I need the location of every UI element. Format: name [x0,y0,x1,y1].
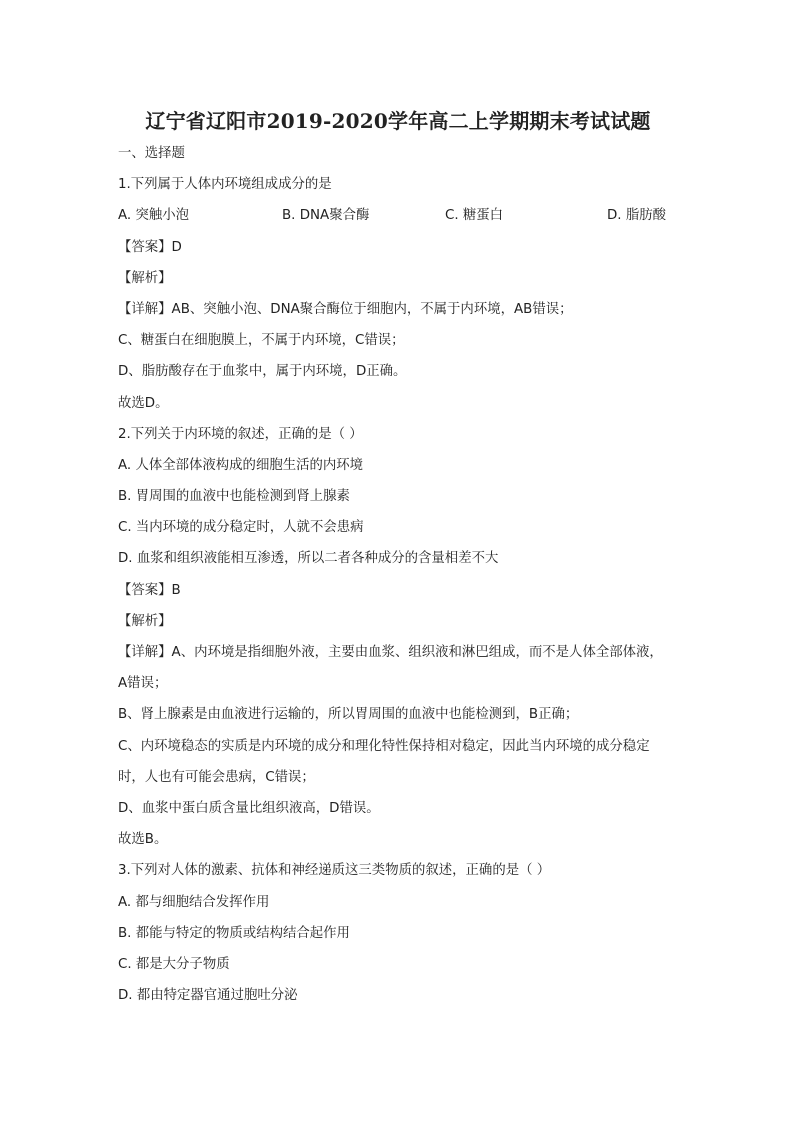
question-2-explanation-line: 【详解】A、内环境是指细胞外液，主要由血浆、组织液和淋巴组成，而不是人体全部体液， [118,645,663,660]
question-2-explanation-line: B、肾上腺素是由血液进行运输的，所以胃周围的血液中也能检测到，B正确； [118,707,579,723]
question-1-explanation-line: D、脂肪酸存在于血浆中，属于内环境，D正确。 [118,364,407,380]
question-1-option-c: C. 糖蛋白 [445,208,504,224]
question-2-option-a: A. 人体全部体液构成的细胞生活的内环境 [118,457,364,473]
document-page [118,100,678,1011]
question-1-options [118,200,678,231]
question-2-option-b: B. 胃周围的血液中也能检测到肾上腺素 [118,489,350,505]
document-title: 辽宁省辽阳市2019-2020学年高二上学期期末考试试题 [145,109,651,133]
question-2-stem: 2.下列关于内环境的叙述，正确的是（ ） [118,426,363,442]
question-1-analysis-label: 【解析】 [118,270,172,286]
question-2-explanation-line: C、内环境稳态的实质是内环境的成分和理化特性保持相对稳定，因此当内环境的成分稳定 [118,738,650,754]
question-3-stem: 3.下列对人体的激素、抗体和神经递质这三类物质的叙述，正确的是（ ） [118,863,551,879]
question-1-answer: 【答案】D [118,239,182,255]
question-2-analysis-label: 【解析】 [118,613,172,629]
question-1-stem: 1.下列属于人体内环境组成成分的是 [118,177,332,193]
question-1-conclusion: 故选D。 [118,395,169,411]
question-2-explanation-line: A错误； [118,676,168,692]
question-1-option-b: B. DNA聚合酶 [282,208,370,224]
question-3-option-d: D. 都由特定器官通过胞吐分泌 [118,988,298,1004]
question-2-option-d: D. 血浆和组织液能相互渗透，所以二者各种成分的含量相差不大 [118,551,499,567]
question-1-option-d: D. 脂肪酸 [607,208,666,224]
question-1-explanation-line: C、糖蛋白在细胞膜上，不属于内环境，C错误； [118,333,405,349]
question-2-conclusion: 故选B。 [118,832,168,848]
question-3-option-a: A. 都与细胞结合发挥作用 [118,894,270,910]
question-3-option-c: C. 都是大分子物质 [118,956,230,972]
question-2-option-c: C. 当内环境的成分稳定时，人就不会患病 [118,520,364,536]
question-2-answer: 【答案】B [118,582,181,598]
question-3-option-b: B. 都能与特定的物质或结构结合起作用 [118,925,350,941]
section-heading: 一、选择题 [118,146,185,161]
question-2-explanation-line: D、血浆中蛋白质含量比组织液高，D错误。 [118,800,380,816]
question-1-option-a: A. 突触小泡 [118,208,189,224]
question-1-explanation-line: 【详解】AB、突触小泡、DNA聚合酶位于细胞内，不属于内环境，AB错误； [118,301,573,317]
question-2-explanation-line: 时，人也有可能会患病，C错误； [118,769,315,785]
